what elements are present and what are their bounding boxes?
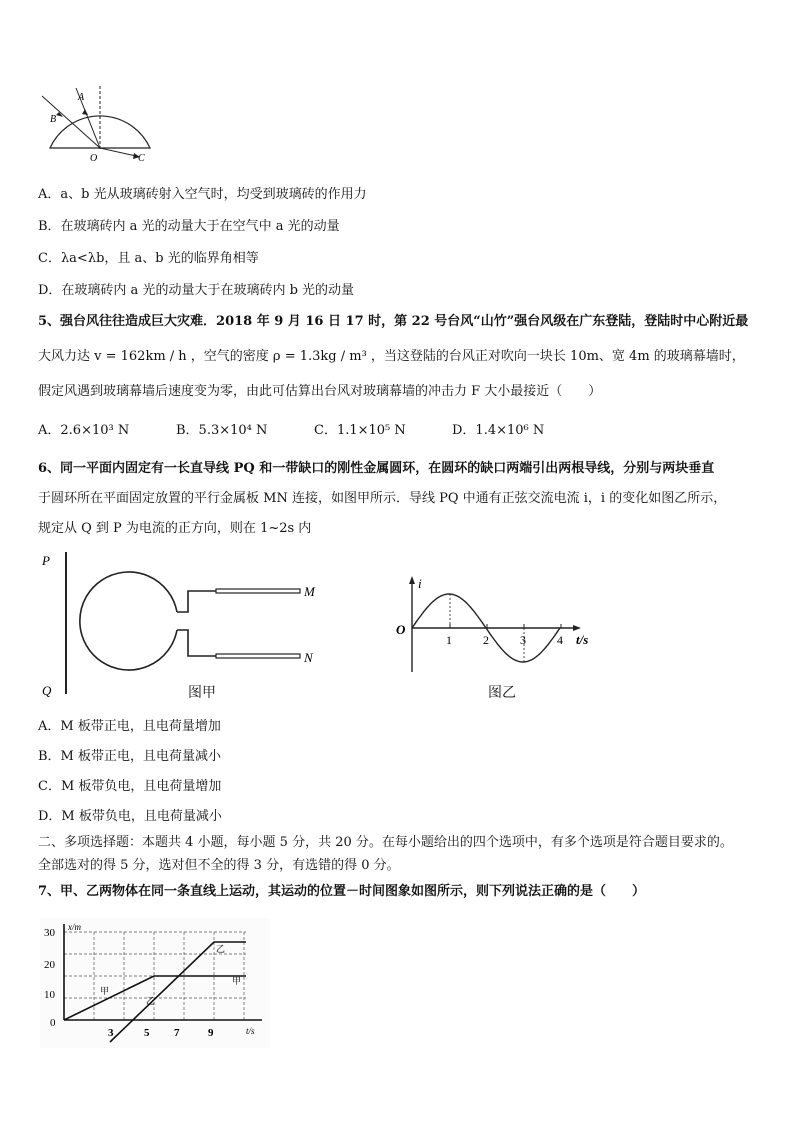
- graph-ytick-10: 10: [44, 989, 55, 1001]
- q6-stem-line3: 规定从 Q 到 P 为电流的正方向，则在 1~2s 内: [38, 521, 312, 536]
- graph-xtick-3: 3: [108, 1027, 114, 1039]
- figure-yi-sine-graph: [392, 572, 602, 680]
- section2-heading-line2: 全部选对的得 5 分，选对但不全的得 3 分，有选错的得 0 分。: [38, 858, 400, 873]
- q5-option-b: B．5.3×10⁴ N: [176, 423, 268, 438]
- q6-option-d: D．M 板带负电，且电荷量减小: [38, 809, 222, 824]
- q6-option-b: B．M 板带正电，且电荷量减小: [38, 749, 221, 764]
- q6-option-c: C．M 板带负电，且电荷量增加: [38, 779, 222, 794]
- x-axis-label: t/s: [576, 632, 589, 647]
- graph-label-jia-right: 甲: [232, 976, 242, 986]
- q5-option-a: A．2.6×10³ N: [38, 423, 130, 438]
- label-a: A: [78, 92, 85, 103]
- graph-ytick-0: 0: [50, 1017, 56, 1029]
- caption-yi: 图乙: [488, 685, 516, 701]
- q4-option-b: B．在玻璃砖内 a 光的动量大于在空气中 a 光的动量: [38, 219, 340, 234]
- label-o: O: [90, 153, 98, 164]
- label-p: P: [42, 553, 50, 568]
- q7-position-time-graph: [40, 918, 270, 1048]
- q5-stem-line3: 假定风遇到玻璃幕墙后速度变为零，由此可估算出台风对玻璃幕墙的冲击力 F 大小最接近（ ）: [38, 384, 602, 399]
- graph-xtick-9: 9: [208, 1027, 214, 1039]
- figure-jia-circuit: [36, 548, 326, 708]
- tick-4: 4: [557, 633, 563, 647]
- q6-stem-line1: 6、同一平面内固定有一长直导线 PQ 和一带缺口的刚性金属圆环，在圆环的缺口两端引出两根导线，分别与两块垂直: [38, 461, 715, 476]
- graph-ytick-30: 30: [44, 927, 55, 939]
- graph-y-label: x/m: [68, 922, 81, 932]
- q4-option-c: C．λa<λb，且 a、b 光的临界角相等: [38, 251, 259, 266]
- graph-xtick-5: 5: [144, 1027, 150, 1039]
- graph-ytick-20: 20: [44, 959, 55, 971]
- graph-x-label: t/s: [246, 1026, 255, 1036]
- q6-option-a: A．M 板带正电，且电荷量增加: [38, 719, 221, 734]
- label-n: N: [304, 650, 313, 665]
- graph-label-jia: 甲: [100, 986, 110, 996]
- q4-option-a: A．a、b 光从玻璃砖射入空气时，均受到玻璃砖的作用力: [38, 187, 367, 202]
- origin-label: O: [396, 622, 406, 637]
- q5-stem-line1: 5、强台风往往造成巨大灾难．2018 年 9 月 16 日 17 时，第 22 号台风“山竹”强台风级在广东登陆，登陆时中心附近最: [38, 314, 749, 329]
- q5-option-c: C．1.1×10⁵ N: [314, 423, 406, 438]
- section2-heading-line1: 二、多项选择题：本题共 4 小题，每小题 5 分，共 20 分。在每小题给出的四个选项中，有多个选项是符合题目要求的。: [38, 835, 733, 850]
- y-axis-label: i: [418, 576, 422, 591]
- caption-jia: 图甲: [188, 685, 216, 701]
- label-b: B: [50, 114, 57, 125]
- semicircle-figure: [36, 84, 166, 166]
- q7-stem-line1: 7、甲、乙两物体在同一条直线上运动，其运动的位置－时间图象如图所示，则下列说法正确的是（ ）: [38, 884, 646, 899]
- label-m: M: [304, 584, 315, 599]
- tick-2: 2: [483, 633, 489, 647]
- graph-label-yi: 乙: [146, 996, 156, 1006]
- q6-stem-line2: 于圆环所在平面固定放置的平行金属板 MN 连接，如图甲所示．导线 PQ 中通有正弦交流电流 i，i 的变化如图乙所示，: [38, 491, 727, 506]
- tick-3: 3: [520, 633, 526, 647]
- q5-stem-line2: 大风力达 v = 162km / h ，空气的密度 ρ = 1.3kg / m³ ，当这登陆的台风正对吹向一块长 10m、宽 4m 的玻璃幕墙时，: [38, 349, 745, 364]
- tick-1: 1: [446, 633, 452, 647]
- label-c: C: [138, 153, 145, 164]
- graph-xtick-7: 7: [174, 1027, 180, 1039]
- q5-option-d: D．1.4×10⁶ N: [452, 423, 545, 438]
- graph-label-yi-right: 乙: [216, 944, 226, 954]
- q4-option-d: D．在玻璃砖内 a 光的动量大于在玻璃砖内 b 光的动量: [38, 283, 355, 298]
- label-q: Q: [42, 683, 52, 698]
